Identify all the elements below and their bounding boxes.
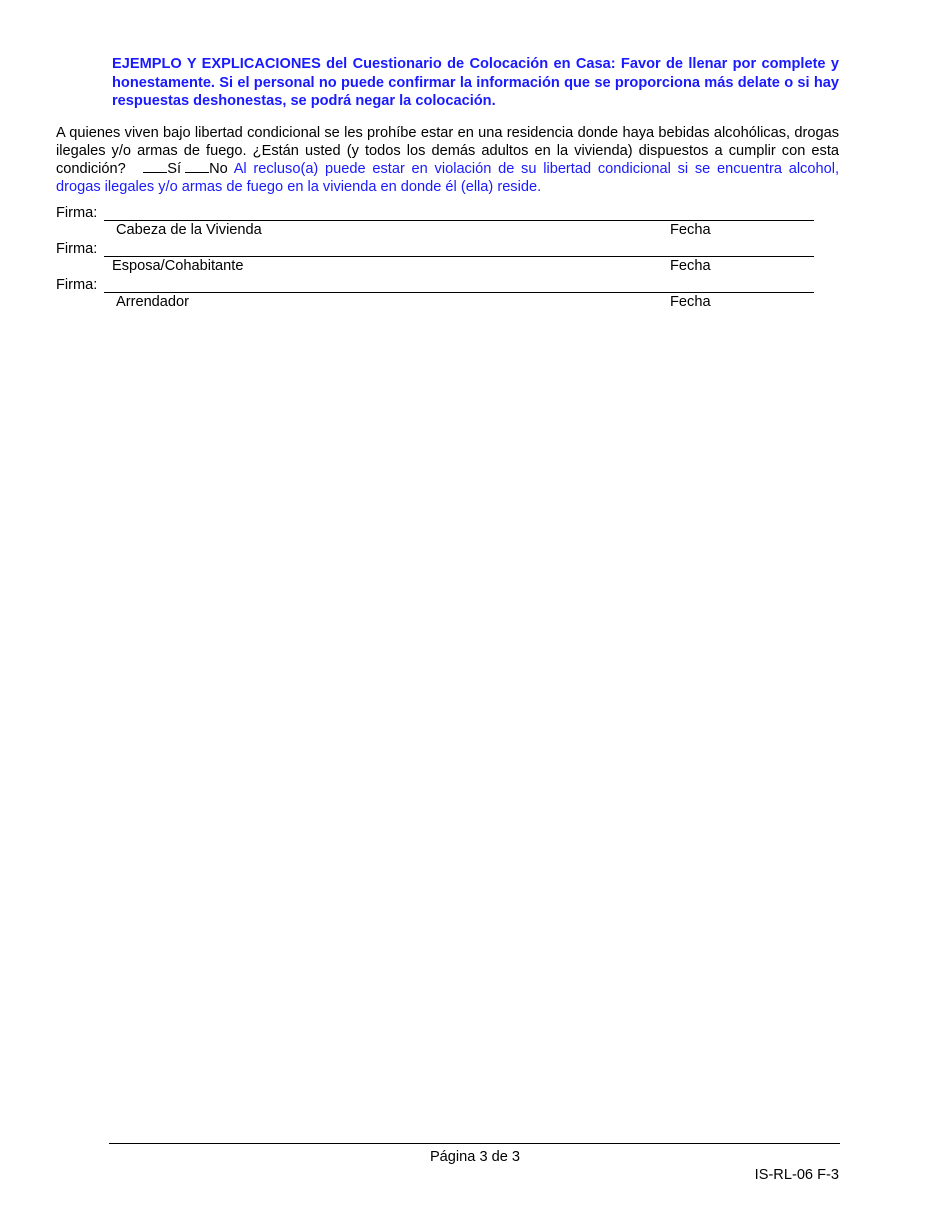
- role-label-landlord: Arrendador: [116, 294, 190, 310]
- firma-label: Firma:: [56, 277, 98, 293]
- yes-blank-field[interactable]: [143, 160, 167, 173]
- firma-label: Firma:: [56, 205, 98, 221]
- signature-line[interactable]: [104, 292, 814, 293]
- intro-instructions: EJEMPLO Y EXPLICACIONES del Cuestionario de Colocación en Casa: Favor de llenar por complete y honestamente. Si el personal no puede confirmar la información que se proporciona más delate o si hay respuestas deshonestas, se podrá negar la colocación.: [112, 56, 839, 109]
- no-label: No: [209, 161, 228, 177]
- condition-question: A quienes viven bajo libertad condicional se les prohíbe estar en una residencia donde haya bebidas alcohólicas, drogas ilegales y/o armas de fuego. ¿Están usted (y todos los demás adultos en la vivienda) dispuestos a cumplir con esta condición?: [56, 125, 839, 177]
- signature-line[interactable]: [104, 220, 814, 221]
- violation-warning: Al recluso(a) puede estar en violación de su libertad condicional si se encuentra alcohol, drogas ilegales y/o armas de fuego en la vivienda en donde él (ella) reside.: [56, 161, 840, 195]
- condition-paragraph: [56, 124, 839, 196]
- date-label: Fecha: [670, 222, 711, 238]
- date-label: Fecha: [670, 258, 711, 274]
- date-label: Fecha: [670, 294, 711, 310]
- page-number: Página 3 de 3: [429, 1149, 521, 1165]
- role-label-head: Cabeza de la Vivienda: [116, 222, 262, 238]
- role-label-spouse: Esposa/Cohabitante: [112, 258, 244, 274]
- no-blank-field[interactable]: [185, 160, 209, 173]
- signature-row-landlord: [56, 277, 814, 313]
- footer-divider: [109, 1143, 840, 1144]
- signature-line[interactable]: [104, 256, 814, 257]
- form-code: IS-RL-06 F-3: [754, 1167, 839, 1183]
- firma-label: Firma:: [56, 241, 98, 257]
- signature-row-head: [56, 205, 814, 241]
- signature-row-spouse: [56, 241, 814, 277]
- yes-label: Sí: [167, 161, 182, 177]
